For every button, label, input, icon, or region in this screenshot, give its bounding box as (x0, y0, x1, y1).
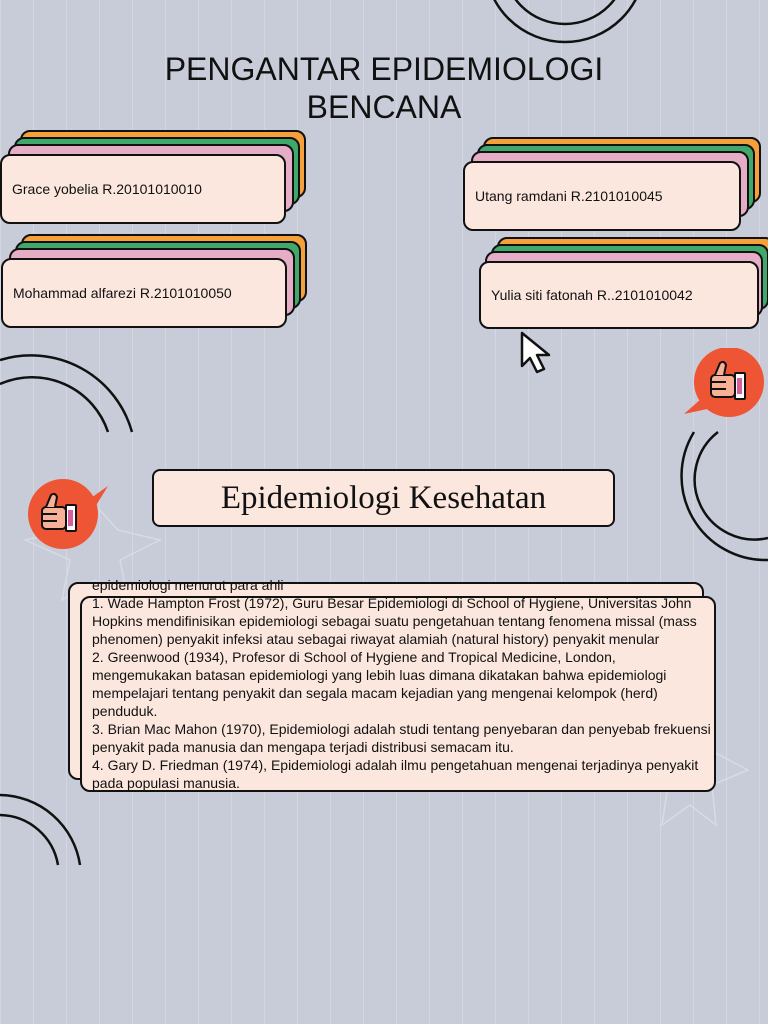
member-name: Grace yobelia R.20101010010 (0, 154, 286, 224)
thumbs-up-icon (24, 478, 110, 550)
member-name: Mohammad alfarezi R.2101010050 (1, 258, 287, 328)
content-text (92, 576, 712, 792)
member-card (1, 234, 307, 330)
cursor-arrow-icon (518, 330, 558, 376)
section-title: Epidemiologi Kesehatan (152, 469, 615, 527)
list-item: 1. Wade Hampton Frost (1972), Guru Besar Epidemiologi di School of Hygiene, Universitas John Hopkins mendifinisikan epidemiologi sebagai suatu pengetahuan tentang fenomena missal (mass phenomen) penyakit infeksi atau sebagai riwayat alamiah (natural history) penyakit menular (92, 595, 697, 647)
thumbs-up-icon (682, 348, 768, 418)
member-card (0, 130, 306, 226)
page-title: PENGANTAR EPIDEMIOLOGI BENCANA (164, 51, 604, 125)
list-item: 3. Brian Mac Mahon (1970), Epidemiologi adalah studi tentang penyebaran dan penyebab frekuensi penyakit pada manusia dan mengapa terjadi distribusi semacam itu. (92, 721, 711, 755)
member-card (463, 137, 763, 233)
member-card (477, 237, 768, 333)
member-name: Yulia siti fatonah R..2101010042 (479, 261, 759, 329)
list-item: 2. Greenwood (1934), Profesor di School of Hygiene and Tropical Medicine, London, mengemukakan batasan epidemiologi yang lebih luas dimana dikatakan bahwa epidemiologi mempelajari tentang penyakit dan segala macam kejadian yang mengenai kelompok (herd) penduduk. (92, 649, 667, 719)
list-item: 4. Gary D. Friedman (1974), Epidemiologi adalah ilmu pengetahuan mengenai terjadinya penyakit pada populasi manusia. (92, 757, 699, 791)
content-heading: epidemiologi menurut para ahli (92, 577, 284, 593)
member-name: Utang ramdani R.2101010045 (463, 161, 741, 231)
